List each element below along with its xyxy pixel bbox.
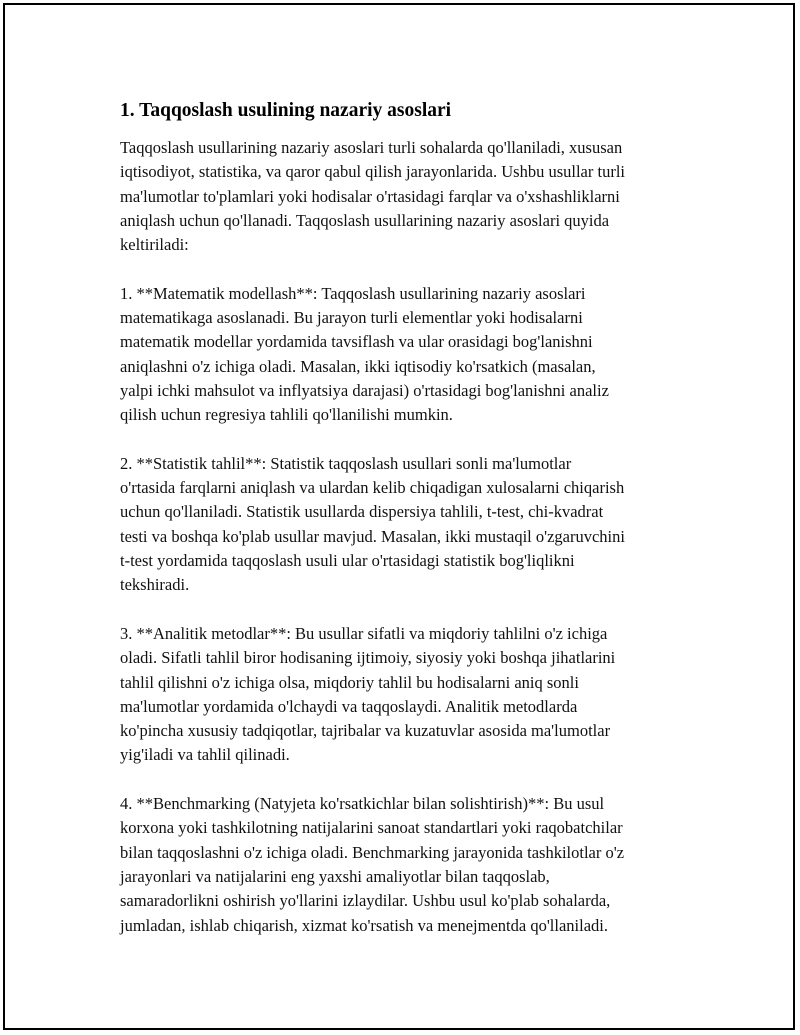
paragraph-line: korxona yoki tashkilotning natijalarini sanoat standartlari yoki raqobatchilar: [120, 818, 623, 838]
paragraph-line: o'rtasida farqlarni aniqlash va ulardan kelib chiqadigan xulosalarni chiqarish: [120, 478, 625, 498]
paragraph-line: uchun qo'llaniladi. Statistik usullarda dispersiya tahlili, t-test, chi-kvadrat: [120, 502, 604, 522]
paragraph-line: 1. **Matematik modellash**: Taqqoslash usullarining nazariy asoslari: [120, 283, 586, 303]
list-item-benchmarking: [120, 792, 695, 938]
paragraph-line: ko'pincha xususiy tadqiqotlar, tajribalar va kuzatuvlar asosida ma'lumotlar: [120, 721, 611, 741]
paragraph-line: yalpi ichki mahsulot va inflyatsiya darajasi) o'rtasidagi bog'lanishni analiz: [120, 380, 609, 400]
paragraph-line: iqtisodiyot, statistika, va qaror qabul qilish jarayonlarida. Ushbu usullar turli: [120, 162, 625, 182]
document-body: [120, 93, 695, 962]
paragraph-line: tekshiradi.: [120, 575, 190, 595]
page-frame: [3, 3, 795, 1030]
paragraph-line: bilan taqqoslashni o'z ichiga oladi. Benchmarking jarayonida tashkilotlar o'z: [120, 842, 625, 862]
paragraph-line: ma'lumotlar yordamida o'lchaydi va taqqoslaydi. Analitik metodlarda: [120, 696, 578, 716]
paragraph-line: matematikaga asoslanadi. Bu jarayon turli elementlar yoki hodisalarni: [120, 308, 583, 328]
paragraph-line: 3. **Analitik metodlar**: Bu usullar sifatli va miqdoriy tahlilni o'z ichiga: [120, 623, 608, 643]
paragraph-line: Taqqoslash usullarining nazariy asoslari turli sohalarda qo'llaniladi, xususan: [120, 138, 623, 157]
paragraph-line: tahlil qilishni o'z ichiga olsa, miqdoriy tahlil bu hodisalarni aniq sonli: [120, 672, 579, 692]
paragraph-line: t-test yordamida taqqoslash usuli ular o'rtasidagi statistik bog'liqlikni: [120, 551, 575, 571]
section-title: 1. Taqqoslash usulining nazariy asoslari: [120, 100, 452, 121]
paragraph-line: yig'iladi va tahlil qilinadi.: [120, 745, 290, 765]
paragraph-line: oladi. Sifatli tahlil biror hodisaning ijtimoiy, siyosiy yoki boshqa jihatlarini: [120, 648, 616, 668]
list-item-statistik-tahlil: [120, 452, 695, 598]
paragraph-line: 4. **Benchmarking (Natyjeta ko'rsatkichlar bilan solishtirish)**: Bu usul: [120, 794, 605, 814]
paragraph-line: matematik modellar yordamida tavsiflash va ular orasidagi bog'lanishni: [120, 332, 593, 352]
paragraph-line: ma'lumotlar to'plamlari yoki hodisalar o'rtasidagi farqlar va o'xshashliklarni: [120, 186, 620, 206]
paragraph-line: samaradorlikni oshirish yo'llarini izlaydilar. Ushbu usul ko'plab sohalarda,: [120, 891, 611, 911]
paragraph-line: aniqlashni o'z ichiga oladi. Masalan, ikki iqtisodiy ko'rsatkich (masalan,: [120, 356, 596, 376]
paragraph-line: testi va boshqa ko'plab usullar mavjud. Masalan, ikki mustaqil o'zgaruvchini: [120, 526, 625, 546]
paragraph-line: jumladan, ishlab chiqarish, xizmat ko'rsatish va menejmentda qo'llaniladi.: [120, 915, 608, 935]
paragraph-line: qilish uchun regresiya tahlili qo'llanilishi mumkin.: [120, 405, 453, 425]
paragraph-line: 2. **Statistik tahlil**: Statistik taqqoslash usullari sonli ma'lumotlar: [120, 453, 572, 473]
intro-paragraph: [120, 136, 695, 257]
paragraph-line: aniqlash uchun qo'llanadi. Taqqoslash usullarining nazariy asoslari quyida: [120, 210, 610, 230]
paragraph-line: jarayonlari va natijalarini eng yaxshi amaliyotlar bilan taqqoslab,: [120, 866, 550, 886]
list-item-analitik-metodlar: [120, 622, 695, 768]
list-item-matematik-modellash: [120, 282, 695, 428]
paragraph-line: keltiriladi:: [120, 235, 189, 255]
